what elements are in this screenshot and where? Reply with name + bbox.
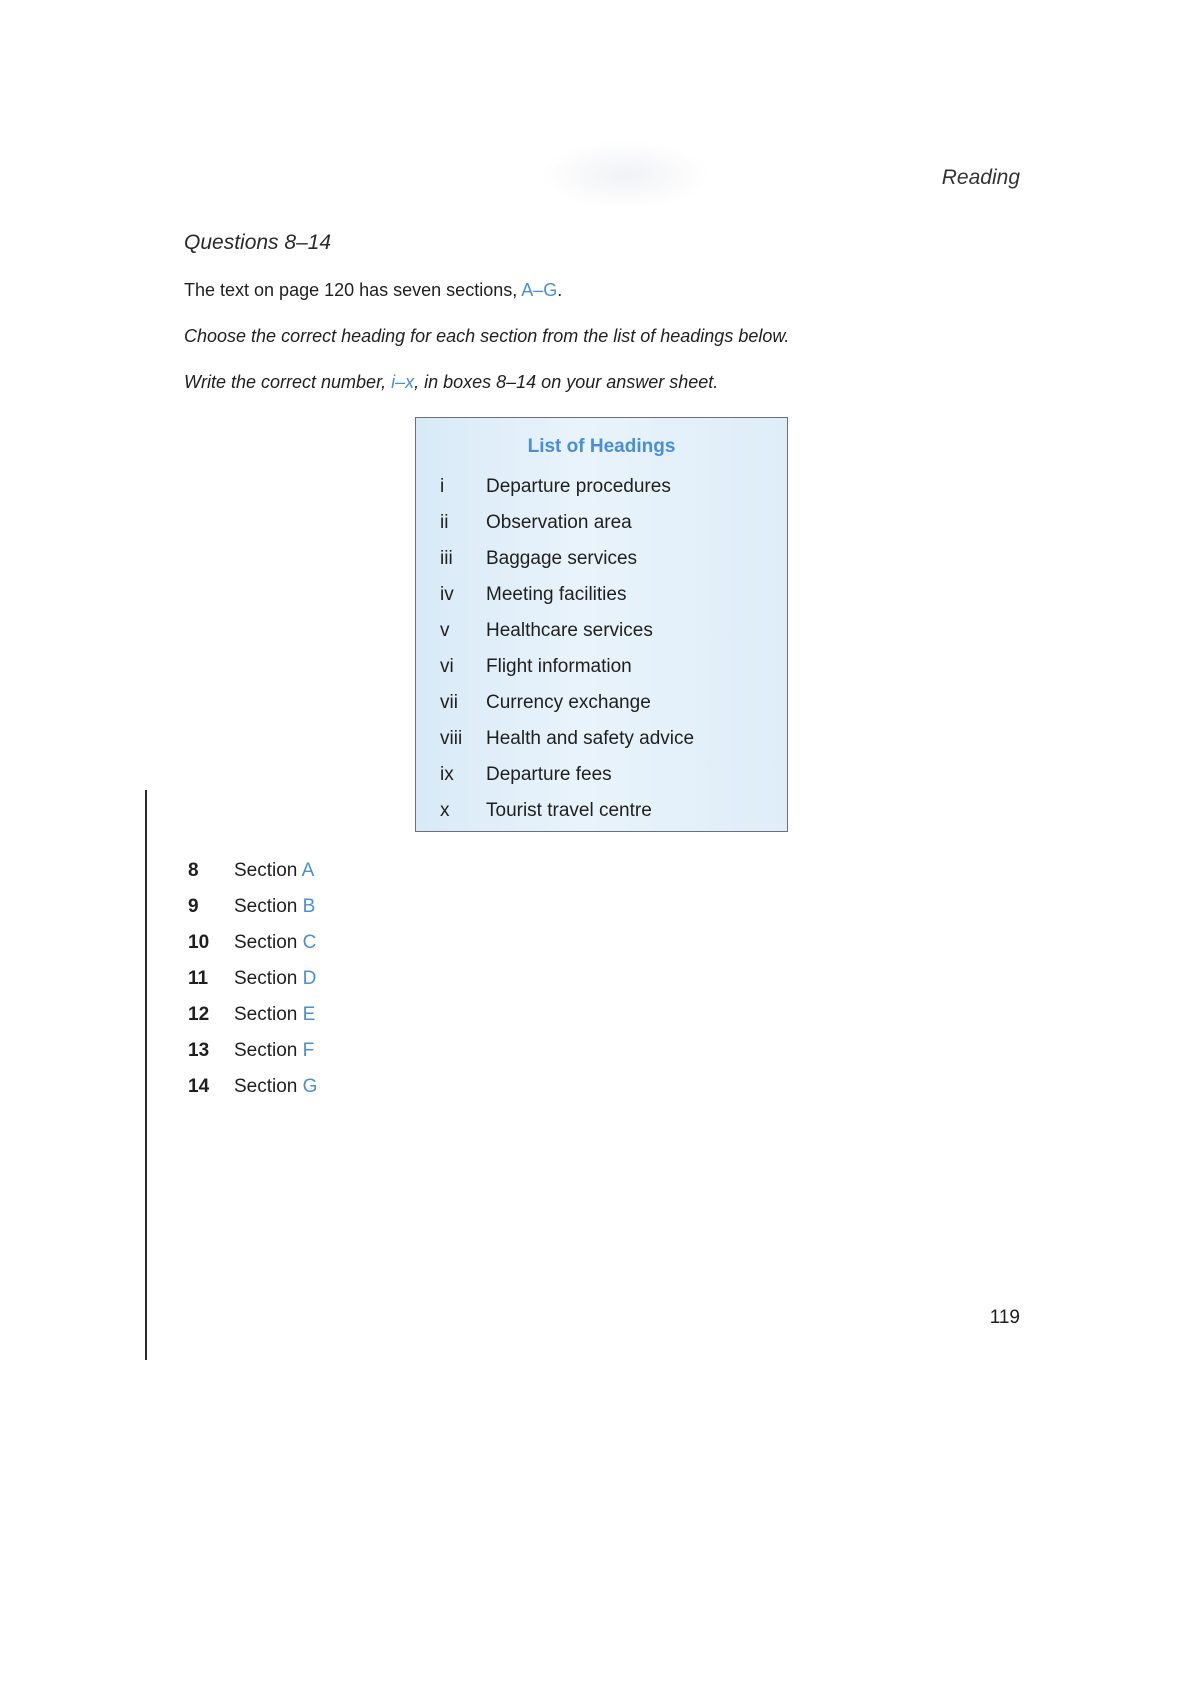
instruction-sections-prefix: The text on page 120 has seven sections, [184,280,522,300]
heading-item [416,584,787,620]
heading-numeral: ix [440,764,454,785]
page-number: 119 [989,1307,1020,1328]
section-letter: E [302,1004,316,1025]
section-letter: A [301,860,315,881]
instruction-write-prefix: Write the correct number, [184,372,392,392]
question-number: 14 [188,1076,210,1097]
section-label-group [234,932,316,954]
heading-numeral: viii [440,728,463,749]
question-number: 13 [188,1040,210,1061]
heading-item [416,620,787,656]
section-letter: C [302,932,317,953]
list-of-headings-title: List of Headings [527,436,676,457]
section-label-group [234,1076,317,1098]
heading-item [416,800,787,836]
section-letter: G [302,1076,318,1097]
heading-numeral: vi [440,656,454,677]
heading-text: Baggage services [486,548,638,569]
instruction-write [184,372,718,393]
heading-text: Departure procedures [486,476,671,497]
section-label: Section [234,896,298,917]
instruction-choose: Choose the correct heading for each section from the list of headings below. [184,326,790,346]
heading-item [416,764,787,800]
heading-numeral: ii [440,512,449,533]
section-label: Section [234,968,298,989]
heading-numeral: v [440,620,450,641]
section-label-group [234,860,314,882]
heading-item [416,728,787,764]
instruction-write-range: i–x [391,372,415,392]
question-number: 9 [188,896,199,917]
section-label: Section [234,1076,298,1097]
heading-numeral: iv [440,584,454,605]
instruction-sections-range: A–G [521,280,558,300]
section-letter: D [302,968,317,989]
instruction-write-suffix: , in boxes 8–14 on your answer sheet. [414,372,719,392]
section-label: Section [234,932,298,953]
question-number: 10 [188,932,210,953]
section-label-group [234,1004,315,1026]
section-label: Section [234,860,298,881]
heading-item [416,512,787,548]
heading-numeral: i [440,476,445,497]
heading-text: Departure fees [486,764,612,785]
section-label: Section [234,1004,298,1025]
question-number: 11 [188,968,209,989]
heading-item [416,476,787,512]
heading-text: Tourist travel centre [486,800,652,821]
question-number: 12 [188,1004,210,1025]
margin-rule [145,790,147,1360]
heading-text: Meeting facilities [486,584,627,605]
heading-text: Health and safety advice [486,728,695,749]
heading-numeral: iii [440,548,453,569]
heading-item [416,548,787,584]
instruction-sections-suffix: . [557,280,563,300]
heading-numeral: vii [440,692,458,713]
running-head: Reading [941,166,1020,189]
scan-smudge [540,140,710,210]
heading-item [416,656,787,692]
heading-text: Healthcare services [486,620,653,641]
section-letter: B [302,896,316,917]
section-label-group [234,968,316,990]
heading-text: Observation area [486,512,632,533]
section-letter: F [302,1040,315,1061]
heading-text: Currency exchange [486,692,651,713]
heading-item [416,692,787,728]
section-label-group [234,1040,314,1062]
section-label: Section [234,1040,298,1061]
heading-numeral: x [440,800,450,821]
section-label-group [234,896,315,918]
instruction-sections [184,280,562,301]
question-number: 8 [188,860,199,881]
questions-title: Questions 8–14 [184,231,332,254]
list-of-headings-box [415,417,788,832]
heading-text: Flight information [486,656,632,677]
